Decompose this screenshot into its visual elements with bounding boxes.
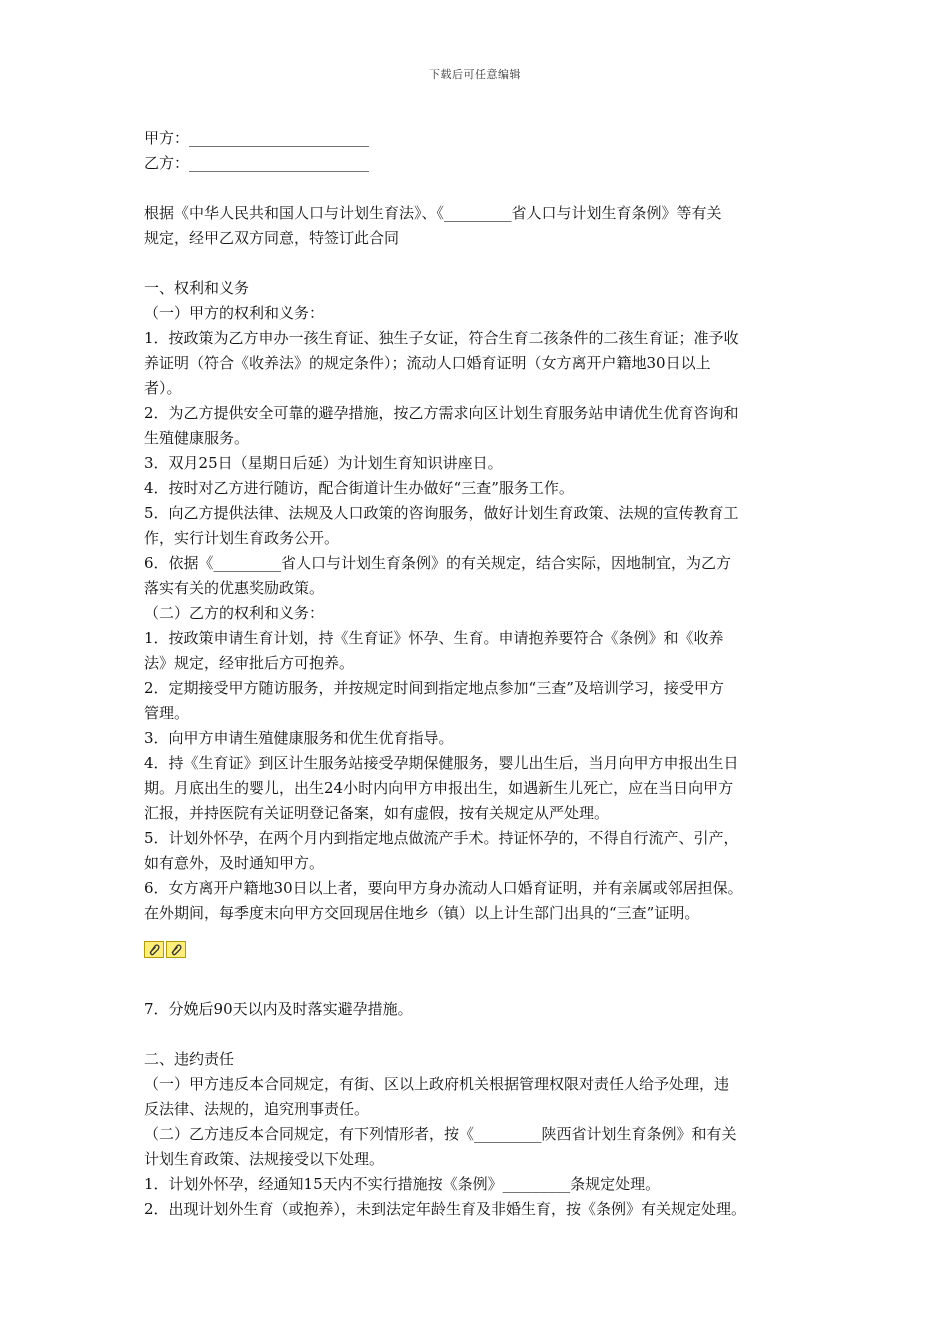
clause-line: 2．定期接受甲方随访服务，并按规定时间到指定地点参加“三查”及培训学习，接受甲方 [144,679,724,697]
clause-line: 6．依据《_________省人口与计划生育条例》的有关规定，结合实际，因地制宜，为乙方 [144,554,732,572]
clause-line: 者）。 [144,379,182,397]
clause-line: （二）乙方违反本合同规定，有下列情形者，按《_________陕西省计划生育条例》和有关 [144,1125,737,1143]
clause-line: 2．出现计划外生育（或抱养），未到法定年龄生育及非婚生育，按《条例》有关规定处理。 [144,1200,747,1218]
clause-line: 3．双月25日（星期日后延）为计划生育知识讲座日。 [144,454,503,472]
page-header-note: 下载后可任意编辑 [429,68,521,81]
clause-line: 期。月底出生的婴儿，出生24小时内向甲方申报出生，如遇新生儿死亡，应在当日向甲方 [144,779,734,797]
clause-line: 落实有关的优惠奖励政策。 [144,579,325,597]
clip-icon[interactable] [166,941,186,958]
clause-line: 如有意外，及时通知甲方。 [144,854,325,872]
clause-line: 1．计划外怀孕，经通知15天内不实行措施按《条例》_________条规定处理。 [144,1175,661,1193]
clause-line: 4．按时对乙方进行随访，配合街道计生办做好“三查”服务工作。 [144,479,574,497]
subsection-title: （一）甲方的权利和义务： [144,304,325,322]
clause-line: 5．计划外怀孕，在两个月内到指定地点做流产手术。持证怀孕的，不得自行流产、引产， [144,829,739,847]
party-b-line: 乙方：________________________ [144,154,370,172]
clause-line: 4．持《生育证》到区计生服务站接受孕期保健服务，婴儿出生后，当月向甲方申报出生日 [144,754,739,772]
contract-body [144,126,824,1222]
section-title: 二、违约责任 [144,1050,235,1068]
clause-line: 法》规定，经审批后方可抱养。 [144,654,355,672]
clause-line: 反法律、法规的，追究刑事责任。 [144,1100,370,1118]
clause-line: 汇报，并持医院有关证明登记备案，如有虚假，按有关规定从严处理。 [144,804,610,822]
clause-line: 2．为乙方提供安全可靠的避孕措施，按乙方需求向区计划生育服务站申请优生优育咨询和 [144,404,739,422]
clause-line: 作，实行计划生育政务公开。 [144,529,340,547]
clause-line: 6．女方离开户籍地30日以上者，要向甲方身办流动人口婚育证明，并有亲属或邻居担保。 [144,879,743,897]
section-title: 一、权利和义务 [144,279,250,297]
clause-line: （一）甲方违反本合同规定，有街、区以上政府机关根据管理权限对责任人给予处理，违 [144,1075,730,1093]
intro-line: 根据《中华人民共和国人口与计划生育法》、《_________省人口与计划生育条例》等有关 [144,204,722,222]
clause-line: 生殖健康服务。 [144,429,250,447]
clause-line: 1．按政策为乙方申办一孩生育证、独生子女证，符合生育二孩条件的二孩生育证；准予收 [144,329,739,347]
clause-line: 在外期间，每季度末向甲方交回现居住地乡（镇）以上计生部门出具的“三查”证明。 [144,904,700,922]
clause-line: 养证明（符合《收养法》的规定条件）；流动人口婚育证明（女方离开户籍地30日以上 [144,354,711,372]
subsection-title: （二）乙方的权利和义务： [144,604,325,622]
clause-line: 1．按政策申请生育计划，持《生育证》怀孕、生育。申请抱养要符合《条例》和《收养 [144,629,724,647]
clause-line: 7．分娩后90天以内及时落实避孕措施。 [144,1000,413,1018]
clause-line: 计划生育政策、法规接受以下处理。 [144,1150,385,1168]
embedded-object-icons [144,938,824,960]
clause-line: 3．向甲方申请生殖健康服务和优生优育指导。 [144,729,454,747]
clause-line: 5．向乙方提供法律、法规及人口政策的咨询服务，做好计划生育政策、法规的宣传教育工 [144,504,739,522]
clause-line: 管理。 [144,704,190,722]
intro-line: 规定，经甲乙双方同意，特签订此合同 [144,229,400,247]
clip-icon[interactable] [144,941,164,958]
party-a-line: 甲方：________________________ [144,129,370,147]
